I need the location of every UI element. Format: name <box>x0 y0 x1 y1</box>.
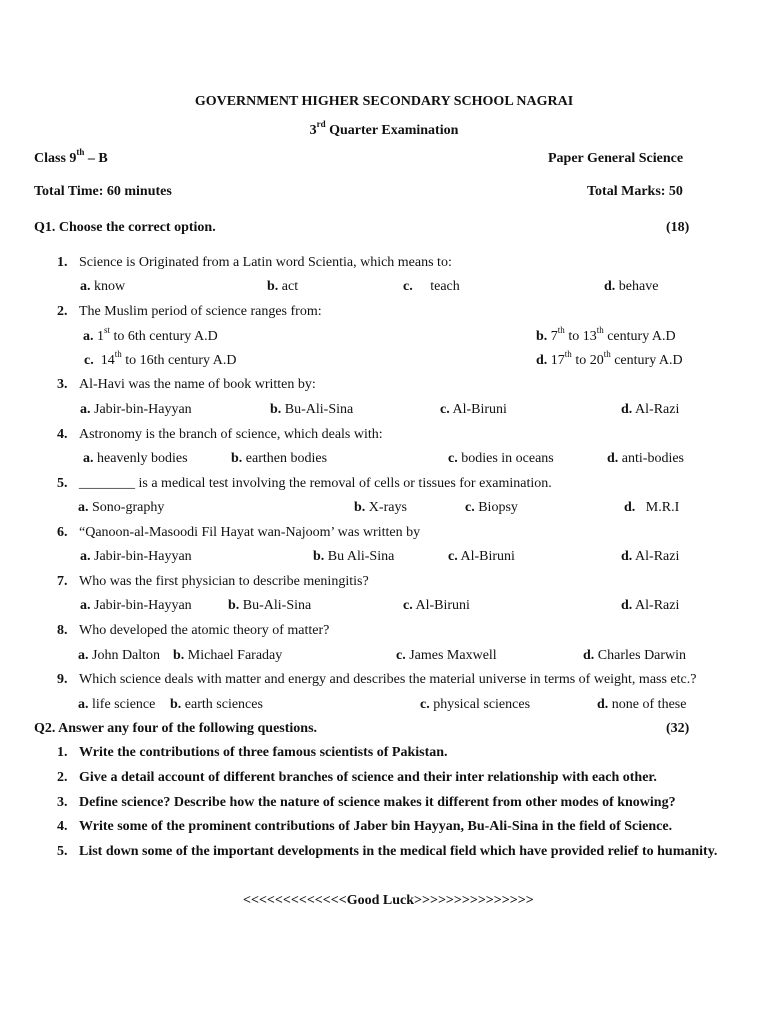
question-text: List down some of the important developments in the medical field which have provided relief to humanity. <box>79 844 718 859</box>
question-text: Science is Originated from a Latin word Scientia, which means to: <box>79 255 452 270</box>
option-c: c. Al-Biruni <box>440 402 507 417</box>
school-name: GOVERNMENT HIGHER SECONDARY SCHOOL NAGRAI <box>194 94 574 109</box>
question-text: Who was the first physician to describe meningitis? <box>79 574 369 589</box>
option-d: d. anti-bodies <box>607 451 685 466</box>
question-number: 3. <box>57 795 68 810</box>
question-number: 2. <box>57 304 68 319</box>
option-d: d. Charles Darwin <box>583 648 687 663</box>
question-number: 2. <box>57 770 68 785</box>
q2-title: Q2. Answer any four of the following questions. <box>34 721 318 736</box>
option-b: b. earth sciences <box>170 697 263 712</box>
question-number: 1. <box>57 745 68 760</box>
question-text: Which science deals with matter and energy and describes the material universe in terms of weight, mass etc.? <box>79 672 697 687</box>
option-d: d. M.R.I <box>624 500 680 515</box>
q1-marks: (18) <box>666 220 690 235</box>
option-a: a. heavenly bodies <box>83 451 188 466</box>
question-text: Astronomy is the branch of science, which deals with: <box>79 427 383 442</box>
total-marks: Total Marks: 50 <box>587 184 683 199</box>
question-text: Al-Havi was the name of book written by: <box>79 377 316 392</box>
option-c: c. teach <box>403 279 460 294</box>
exam-title: 3rd Quarter Examination <box>309 119 459 138</box>
question-text: Write the contributions of three famous scientists of Pakistan. <box>79 745 448 760</box>
option-c: c. bodies in oceans <box>448 451 554 466</box>
option-b: b. Bu-Ali-Sina <box>270 402 354 417</box>
question-text: Write some of the prominent contributions of Jaber bin Hayyan, Bu-Ali-Sina in the field of Science. <box>79 819 673 834</box>
option-b: b. earthen bodies <box>231 451 328 466</box>
option-d: d. behave <box>604 279 659 294</box>
total-time: Total Time: 60 minutes <box>34 184 172 199</box>
option-d: d. Al-Razi <box>621 549 680 564</box>
option-b: b. act <box>267 279 299 294</box>
q2-marks: (32) <box>666 721 690 736</box>
option-b: b. Michael Faraday <box>173 648 283 663</box>
question-number: 6. <box>57 525 68 540</box>
question-number: 9. <box>57 672 68 687</box>
option-b: b. X-rays <box>354 500 407 515</box>
good-luck-footer: <<<<<<<<<<<<<Good Luck>>>>>>>>>>>>>>> <box>243 893 534 908</box>
option-b: b. Bu Ali-Sina <box>313 549 395 564</box>
option-a: a. know <box>80 279 126 294</box>
question-text: Give a detail account of different branches of science and their inter relationship with each other. <box>79 770 657 785</box>
question-number: 4. <box>57 819 68 834</box>
option-b: b. Bu-Ali-Sina <box>228 598 312 613</box>
paper-label: Paper General Science <box>548 151 684 166</box>
question-number: 8. <box>57 623 68 638</box>
option-a: a. Jabir-bin-Hayyan <box>80 598 192 613</box>
question-number: 5. <box>57 476 68 491</box>
question-text: “Qanoon-al-Masoodi Fil Hayat wan-Najoom’ was written by <box>79 525 421 540</box>
option-a: a. life science <box>78 697 156 712</box>
question-text: ________ is a medical test involving the removal of cells or tissues for examination. <box>79 476 552 491</box>
option-c: c. Biopsy <box>465 500 518 515</box>
option-d: d. Al-Razi <box>621 598 680 613</box>
class-label: Class 9th – B <box>34 147 108 166</box>
option-a: a. 1st to 6th century A.D <box>83 325 218 344</box>
option-d: d. none of these <box>597 697 687 712</box>
question-text: Define science? Describe how the nature of science makes it different from other modes of knowing? <box>79 795 676 810</box>
option-d: d. Al-Razi <box>621 402 680 417</box>
question-number: 1. <box>57 255 68 270</box>
question-text: The Muslim period of science ranges from: <box>79 304 322 319</box>
option-c: c. Al-Biruni <box>403 598 470 613</box>
option-c: c. physical sciences <box>420 697 531 712</box>
question-text: Who developed the atomic theory of matter? <box>79 623 330 638</box>
option-a: a. Jabir-bin-Hayyan <box>80 549 192 564</box>
option-a: a. John Dalton <box>78 648 161 663</box>
option-a: a. Jabir-bin-Hayyan <box>80 402 192 417</box>
option-c: c. James Maxwell <box>396 648 497 663</box>
question-number: 7. <box>57 574 68 589</box>
question-number: 4. <box>57 427 68 442</box>
option-b: b. 7th to 13th century A.D <box>536 325 676 344</box>
q1-title: Q1. Choose the correct option. <box>34 220 216 235</box>
option-a: a. Sono-graphy <box>78 500 165 515</box>
option-d: d. 17th to 20th century A.D <box>536 349 683 368</box>
option-c: c. Al-Biruni <box>448 549 515 564</box>
option-c: c. 14th to 16th century A.D <box>84 349 237 368</box>
question-number: 5. <box>57 844 68 859</box>
question-number: 3. <box>57 377 68 392</box>
